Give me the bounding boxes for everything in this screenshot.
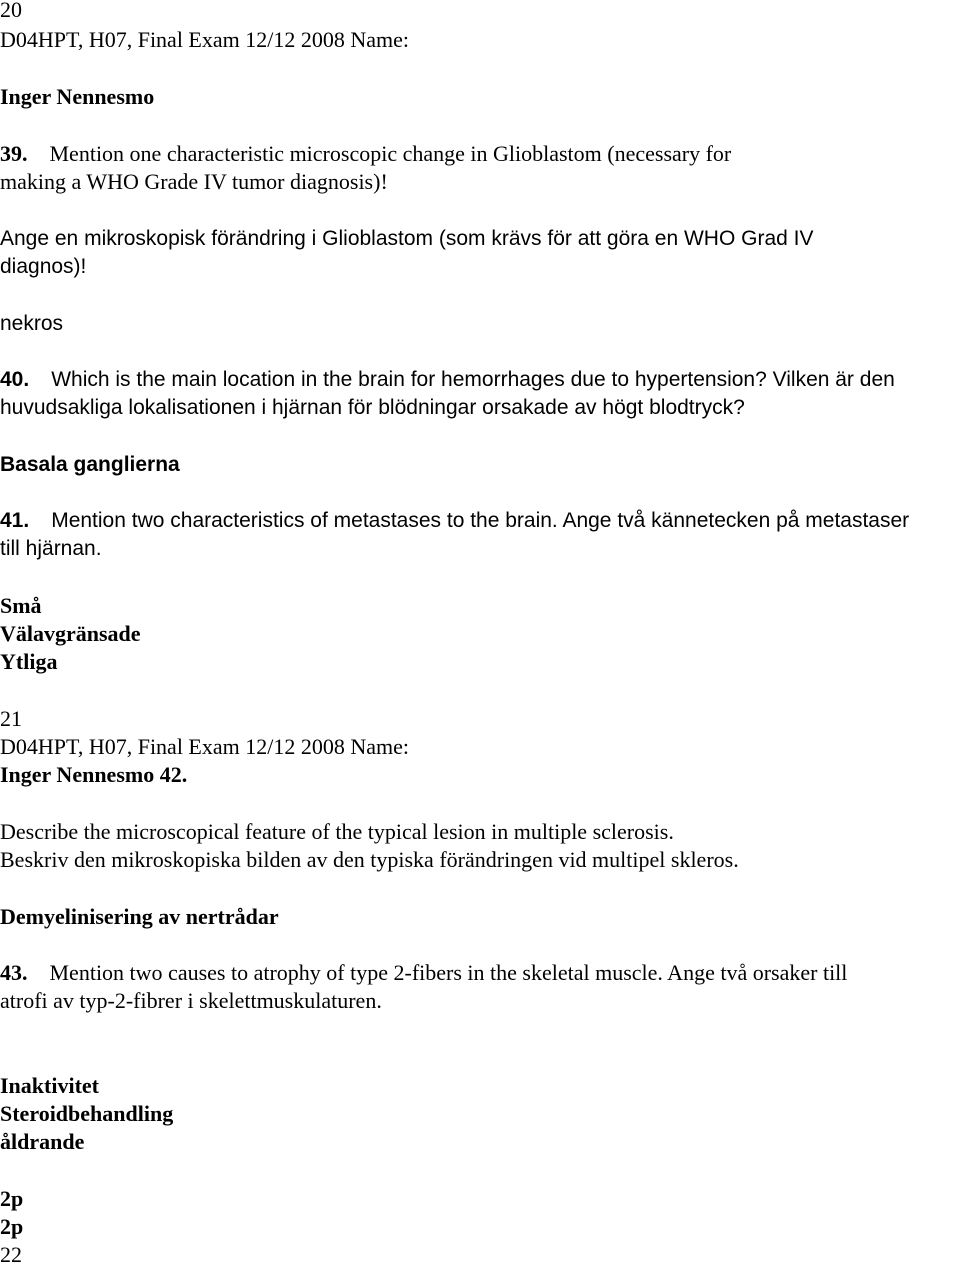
- question-number: 41.: [0, 509, 30, 532]
- page-number: 22: [0, 1242, 22, 1267]
- question-40-line-2: huvudsakliga lokalisationen i hjärnan för blödningar orsakade av högt blodtryck?: [0, 396, 745, 419]
- question-text: Mention two characteristics of metastases to the brain. Ange två kännetecken på metastaser: [51, 509, 910, 532]
- answer-41-item: Ytliga: [0, 649, 58, 674]
- exam-header: D04HPT, H07, Final Exam 12/12 2008 Name:: [0, 27, 409, 52]
- question-43-line-2: atrofi av typ-2-fibrer i skelettmuskulaturen.: [0, 988, 382, 1013]
- question-39-line-2: making a WHO Grade IV tumor diagnosis)!: [0, 169, 388, 194]
- question-41-line-2: till hjärnan.: [0, 537, 102, 560]
- question-text: Mention one characteristic microscopic change in Glioblastom (necessary for: [49, 141, 732, 166]
- question-41-line-1: [0, 507, 909, 535]
- points-label: 2p: [0, 1186, 24, 1211]
- answer-43-item: åldrande: [0, 1129, 85, 1154]
- answer-40: Basala ganglierna: [0, 453, 180, 476]
- question-text: Which is the main location in the brain for hemorrhages due to hypertension? Vilken är den: [51, 368, 895, 391]
- question-39-swedish-line-2: diagnos)!: [0, 255, 87, 278]
- answer-43-item: Steroidbehandling: [0, 1101, 174, 1126]
- question-39-swedish-line-1: Ange en mikroskopisk förändring i Glioblastom (som krävs för att göra en WHO Grad IV: [0, 227, 814, 250]
- student-name: Inger Nennesmo: [0, 84, 155, 109]
- page-number: 21: [0, 706, 22, 731]
- question-number: 40.: [0, 368, 30, 391]
- question-number: 39.: [0, 141, 28, 166]
- points-label: 2p: [0, 1214, 24, 1239]
- question-40-line-1: [0, 366, 895, 394]
- question-number: 43.: [0, 960, 28, 985]
- question-42-line-1: Describe the microscopical feature of the typical lesion in multiple sclerosis.: [0, 819, 674, 844]
- question-43-line-1: [0, 959, 847, 987]
- answer-39: nekros: [0, 312, 64, 335]
- exam-header: D04HPT, H07, Final Exam 12/12 2008 Name:: [0, 734, 409, 759]
- answer-41-item: Välavgränsade: [0, 621, 141, 646]
- answer-41-item: Små: [0, 593, 42, 618]
- question-text: Mention two causes to atrophy of type 2-fibers in the skeletal muscle. Ange två orsaker till: [49, 960, 848, 985]
- question-42-line-2: Beskriv den mikroskopiska bilden av den typiska förändringen vid multipel skleros.: [0, 847, 739, 872]
- question-39-line-1: [0, 140, 731, 168]
- answer-42: Demyelinisering av nertrådar: [0, 904, 279, 929]
- page-number: 20: [0, 0, 22, 22]
- answer-43-item: Inaktivitet: [0, 1073, 99, 1098]
- student-name: Inger Nennesmo 42.: [0, 762, 188, 787]
